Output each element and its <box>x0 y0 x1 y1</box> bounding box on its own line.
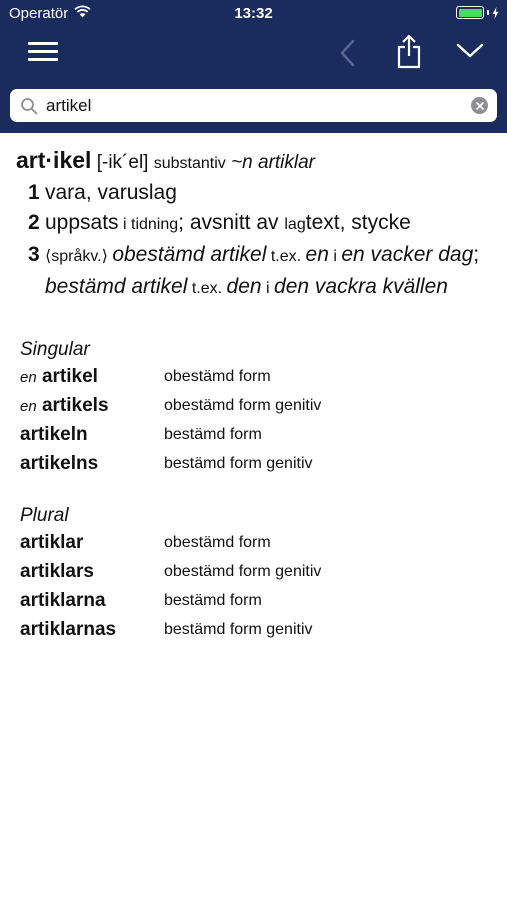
form-description: obestämd form <box>164 367 271 385</box>
form-row <box>16 615 507 644</box>
sense-number: 3 <box>28 243 40 266</box>
search-input[interactable] <box>46 89 466 122</box>
form-description: bestämd form genitiv <box>164 454 313 472</box>
clear-icon <box>476 102 484 110</box>
sense-text: uppsats i tidning; avsnitt av lagtext, stycke <box>45 211 411 234</box>
share-button[interactable] <box>394 34 424 70</box>
form-description: obestämd form genitiv <box>164 396 322 414</box>
clear-search-button[interactable] <box>471 97 488 114</box>
form-description: bestämd form genitiv <box>164 620 313 638</box>
sense-2 <box>16 208 507 240</box>
search-bar <box>10 89 497 122</box>
share-icon <box>394 34 424 70</box>
status-bar <box>0 0 507 30</box>
inflection: ~n artiklar <box>231 152 316 173</box>
article: en <box>20 368 37 386</box>
singular-heading: Singular <box>20 339 90 360</box>
headword: art·ikel <box>16 147 92 173</box>
battery-icon <box>456 6 499 19</box>
form-row <box>16 449 507 478</box>
form-row <box>16 586 507 615</box>
entry-content <box>0 133 507 644</box>
form-row <box>16 557 507 586</box>
sense-number: 1 <box>28 181 40 204</box>
form-word: artiklar <box>20 531 84 553</box>
pronunciation: [-ik´el] <box>96 152 149 173</box>
form-word: artiklarnas <box>20 618 117 640</box>
sense-text: vara, varuslag <box>45 181 177 204</box>
form-word: artikel <box>41 365 98 387</box>
app-header <box>0 0 507 133</box>
form-word: artiklarna <box>20 589 106 611</box>
form-description: obestämd form <box>164 533 271 551</box>
form-description: bestämd form <box>164 591 262 609</box>
form-word: artikeln <box>20 423 88 445</box>
form-row <box>16 420 507 449</box>
search-icon <box>20 97 38 115</box>
plural-heading: Plural <box>20 505 69 526</box>
nav-bar <box>0 30 507 82</box>
form-description: obestämd form genitiv <box>164 562 322 580</box>
next-button[interactable] <box>454 40 486 62</box>
sense-number: 2 <box>28 211 40 234</box>
status-time: 13:32 <box>234 5 273 22</box>
sense-text: ⟨språkv.⟩ obestämd artikel t.ex. en i en vacker dag; bestämd artikel t.ex. den i den vackra kvällen <box>45 243 480 298</box>
charging-bolt-icon <box>492 7 499 19</box>
domain-label: ⟨språkv.⟩ <box>45 248 113 265</box>
chevron-left-icon <box>336 36 360 70</box>
sense-1 <box>16 178 507 208</box>
form-word: artikelns <box>20 452 99 474</box>
part-of-speech: substantiv <box>153 155 226 172</box>
form-row <box>16 528 507 557</box>
article: en <box>20 397 37 415</box>
form-word: artikels <box>41 394 109 416</box>
headword-line <box>16 146 507 178</box>
chevron-down-icon <box>454 40 486 62</box>
form-word: artiklars <box>20 560 94 582</box>
form-row <box>16 362 507 391</box>
menu-button[interactable] <box>28 40 60 64</box>
carrier-label: Operatör <box>9 5 69 22</box>
back-button[interactable] <box>336 36 360 70</box>
form-description: bestämd form <box>164 425 262 443</box>
sense-3 <box>16 240 507 304</box>
form-row <box>16 391 507 420</box>
